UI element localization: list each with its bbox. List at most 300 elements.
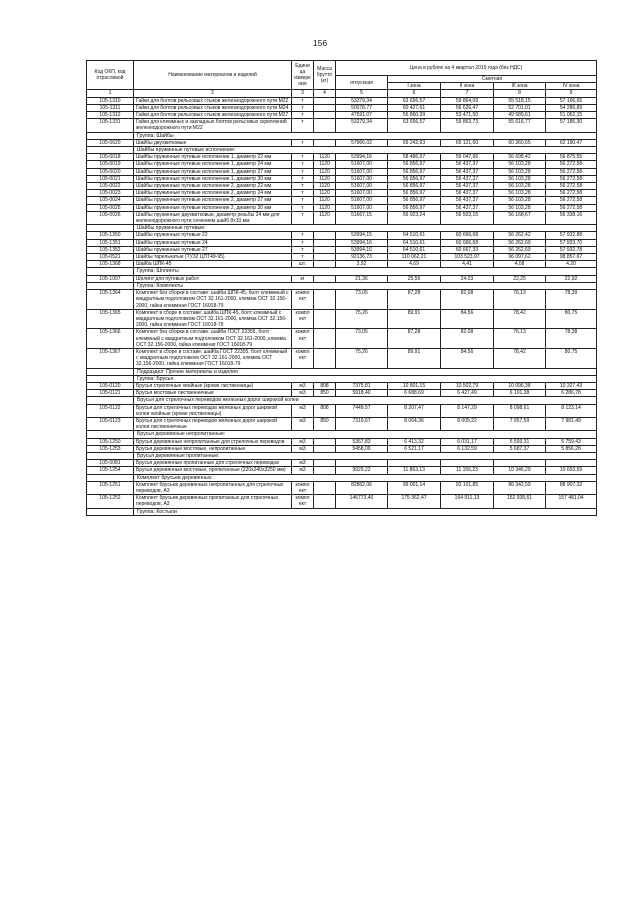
header-release: отпускная xyxy=(336,76,388,90)
cell-price-zone-3: 5 593,31 xyxy=(494,438,546,445)
cell-price-zone-2: 6 031,17 xyxy=(441,438,494,445)
cell-code: 105-0521 xyxy=(87,254,134,261)
table-row xyxy=(87,197,597,204)
cell-mass xyxy=(314,97,336,104)
table-row xyxy=(87,175,597,182)
cell-unit: т xyxy=(292,97,314,104)
cell-price-zone-3: 56 103,28 xyxy=(494,197,546,204)
cell-price-zone-2: 4,41 xyxy=(441,261,494,268)
table-row xyxy=(87,417,597,430)
header-index: 5 xyxy=(336,90,388,97)
cell-price-zone-4: 57 186,30 xyxy=(546,119,597,132)
cell-unit: компл ект xyxy=(292,329,314,349)
group-spacer xyxy=(87,147,134,154)
header-zone-4: IV зона xyxy=(546,83,597,90)
cell-name: Брусья деревянные непропитанные для стрелочных переводов xyxy=(134,438,292,445)
cell-price-zone-2: 103 523,97 xyxy=(441,254,494,261)
cell-price-zone-3: 96 097,62 xyxy=(494,254,546,261)
cell-unit: м3 xyxy=(292,438,314,445)
cell-name: Брусья стрелочные хвойные (кроме лиственницы) xyxy=(134,382,292,389)
cell-price-zone-4: 78,39 xyxy=(546,290,597,310)
cell-mass xyxy=(314,348,336,368)
cell-price-zone-2: 56 437,37 xyxy=(441,175,494,182)
cell-price-zone-1: 89,91 xyxy=(388,348,441,368)
cell-price-zone-3: 22,25 xyxy=(494,275,546,282)
table-row xyxy=(87,211,597,224)
cell-price-zone-2: 6 427,49 xyxy=(441,390,494,397)
cell-price-release: 53279,34 xyxy=(336,97,388,104)
cell-code: 105-0620 xyxy=(87,139,134,146)
cell-mass xyxy=(314,119,336,132)
cell-price-release: 53279,34 xyxy=(336,119,388,132)
cell-unit: компл ект xyxy=(292,348,314,368)
cell-price-zone-3: 6 101,38 xyxy=(494,390,546,397)
cell-unit: шт. xyxy=(292,261,314,268)
cell-code: 105-1364 xyxy=(87,290,134,310)
cell-price-zone-2: 8 147,29 xyxy=(441,404,494,417)
cell-price-zone-1: 60 427,61 xyxy=(388,104,441,111)
group-title: Группа: Брусья xyxy=(134,375,597,382)
cell-name: Комплект брусьев деревянных непропитанных для стрелочных переводов, А3 xyxy=(134,481,292,494)
header-zone-2: II зона xyxy=(441,83,494,90)
cell-price-release: 51607,00 xyxy=(336,197,388,204)
cell-price-zone-2: 56 437,37 xyxy=(441,161,494,168)
cell-price-release: 47591,07 xyxy=(336,112,388,119)
cell-name: Шайбы пружинные путевые 24 xyxy=(134,239,292,246)
cell-name: Брусья деревянные пропитанные для стрелочных переводов xyxy=(134,460,292,467)
header-unit: Едини ца измере ния xyxy=(292,61,314,90)
cell-unit: компл ект xyxy=(292,309,314,329)
cell-price-release: 53994,15 xyxy=(336,232,388,239)
table-row xyxy=(87,246,597,253)
group-spacer xyxy=(87,268,134,275)
header-name: Наименование материалов и изделий xyxy=(134,61,292,90)
cell-unit: т xyxy=(292,175,314,182)
cell-price-zone-2: 93 101,85 xyxy=(441,481,494,494)
header-zone-3: III зона xyxy=(494,83,546,90)
cell-mass xyxy=(314,104,336,111)
cell-unit: м3 xyxy=(292,467,314,474)
cell-price-zone-1: 56 856,97 xyxy=(388,197,441,204)
cell-price-zone-4: 56 272,58 xyxy=(546,161,597,168)
cell-price-release: 51607,00 xyxy=(336,183,388,190)
header-code: Код ОКП, код отраслевой xyxy=(87,61,134,90)
cell-unit: т xyxy=(292,254,314,261)
price-table xyxy=(86,60,597,516)
cell-price-release: 92136,73 xyxy=(336,254,388,261)
header-index: 9 xyxy=(546,90,597,97)
table-row xyxy=(87,239,597,246)
group-spacer xyxy=(87,282,134,289)
cell-price-zone-3: 56 103,28 xyxy=(494,161,546,168)
cell-mass xyxy=(314,112,336,119)
cell-price-zone-2: 56 503,15 xyxy=(441,211,494,224)
cell-price-zone-2: 60 667,33 xyxy=(441,246,494,253)
table-row xyxy=(87,261,597,268)
group-row xyxy=(87,397,597,404)
cell-price-zone-1: 99 001,14 xyxy=(388,481,441,494)
group-title: Брусья деревянные пропитанные: xyxy=(134,452,597,459)
cell-price-release: 75,26 xyxy=(336,348,388,368)
cell-price-release: 82862,06 xyxy=(336,481,388,494)
cell-price-release: 53994,16 xyxy=(336,154,388,161)
cell-mass xyxy=(314,438,336,445)
cell-price-zone-3: 56 262,69 xyxy=(494,246,546,253)
group-title: Группа: Шплинты xyxy=(134,268,597,275)
cell-price-zone-3: 55 518,15 xyxy=(494,97,546,104)
cell-code: 105-0123 xyxy=(87,417,134,430)
cell-unit: т xyxy=(292,183,314,190)
cell-price-zone-3: 78,42 xyxy=(494,348,546,368)
cell-price-release: 73,05 xyxy=(336,329,388,349)
cell-price-zone-1: 6 688,69 xyxy=(388,390,441,397)
table-row xyxy=(87,119,597,132)
cell-code: 105-0122 xyxy=(87,404,134,417)
cell-name: Шайба ШПК-45 xyxy=(134,261,292,268)
cell-mass xyxy=(314,495,336,508)
cell-price-release: 7449,57 xyxy=(336,404,388,417)
cell-code: 105-1351 xyxy=(87,239,134,246)
header-estimate: Сметная xyxy=(388,76,597,83)
cell-name: Гайки для клеммных и закладных болтов рельсовых скреплений железнодорожного пути М22 xyxy=(134,119,292,132)
cell-unit: м3 xyxy=(292,445,314,452)
header-index: 1 xyxy=(87,90,134,97)
cell-code: 105-1310 xyxy=(87,97,134,104)
table-row xyxy=(87,204,597,211)
group-row xyxy=(87,368,597,375)
cell-price-zone-1: 64 510,61 xyxy=(388,246,441,253)
cell-name: Шайбы пружинные путевые исполнение 1, диаметр 30 мм xyxy=(134,175,292,182)
cell-unit: компл ект xyxy=(292,481,314,494)
cell-price-zone-1: 56 856,97 xyxy=(388,183,441,190)
cell-unit: м3 xyxy=(292,417,314,430)
cell-name: Комплект в сборе в составе: шайба ГОСТ 22355, болт клеммный с квадратным подголовком ОСТ 32.161-2000, клемма ОСТ 32.156-2000, гайка клеммная ГОСТ 16018-79 xyxy=(134,348,292,368)
cell-price-zone-2: 164 911,13 xyxy=(441,495,494,508)
cell-price-zone-2: 56 437,37 xyxy=(441,204,494,211)
table-row xyxy=(87,112,597,119)
cell-unit: т xyxy=(292,161,314,168)
cell-unit: т xyxy=(292,112,314,119)
table-row xyxy=(87,254,597,261)
cell-price-zone-1: 56 856,97 xyxy=(388,204,441,211)
cell-code: 105-1251 xyxy=(87,481,134,494)
group-spacer xyxy=(87,431,134,438)
cell-price-zone-4: 57 932,78 xyxy=(546,246,597,253)
cell-price-zone-3: 56 103,28 xyxy=(494,175,546,182)
cell-price-zone-1: 56 856,97 xyxy=(388,168,441,175)
cell-price-zone-4: 56 272,58 xyxy=(546,175,597,182)
cell-code: 105-1250 xyxy=(87,438,134,445)
cell-price-zone-3: 5 687,37 xyxy=(494,445,546,452)
cell-name: Шайбы пружинные путевые 27 xyxy=(134,246,292,253)
cell-code: 105-0020 xyxy=(87,168,134,175)
cell-mass xyxy=(314,481,336,494)
cell-name: Комплект без сборки в составе: шайба ШПК-45, болт клеммный с квадратным подголовком ОСТ 32.161-2000, клемма ОСТ 32.156-2000, гайка клеммная ГОСТ 16018-79 xyxy=(134,290,292,310)
header-index: 4 xyxy=(314,90,336,97)
cell-mass xyxy=(314,246,336,253)
cell-unit: т xyxy=(292,139,314,146)
cell-price-release: 51607,00 xyxy=(336,161,388,168)
cell-name: Шайбы пружинные путевые исполнение 2, диаметр 30 мм xyxy=(134,204,292,211)
cell-name: Шайбы пружинные путевые исполнение 1, диаметр 24 мм xyxy=(134,161,292,168)
cell-mass: 1120 xyxy=(314,211,336,224)
cell-price-zone-4: 57 933,70 xyxy=(546,239,597,246)
cell-price-zone-1: 8 064,36 xyxy=(388,417,441,430)
group-row xyxy=(87,147,597,154)
cell-price-zone-4: 6 286,78 xyxy=(546,390,597,397)
group-spacer xyxy=(87,474,134,481)
cell-price-zone-2: 82,08 xyxy=(441,329,494,349)
cell-price-zone-4: 98 857,67 xyxy=(546,254,597,261)
header-index-row xyxy=(87,90,597,97)
cell-code: 105-0026 xyxy=(87,211,134,224)
group-row xyxy=(87,375,597,382)
cell-price-zone-3: 8 098,61 xyxy=(494,404,546,417)
cell-price-zone-3: 56 103,28 xyxy=(494,190,546,197)
cell-price-zone-2: 56 626,47 xyxy=(441,104,494,111)
group-row xyxy=(87,474,597,481)
header-index: 6 xyxy=(388,90,441,97)
cell-price-zone-4: 157 481,04 xyxy=(546,495,597,508)
cell-code: 105-1366 xyxy=(87,329,134,349)
cell-price-zone-1: 10 801,15 xyxy=(388,382,441,389)
cell-mass: 808 xyxy=(314,404,336,417)
cell-unit: м3 xyxy=(292,390,314,397)
cell-price-zone-1: 6 413,32 xyxy=(388,438,441,445)
cell-unit: т xyxy=(292,239,314,246)
cell-code: 105-0120 xyxy=(87,382,134,389)
cell-price-zone-4: 56 272,58 xyxy=(546,168,597,175)
cell-price-zone-1: 56 856,97 xyxy=(388,190,441,197)
table-row xyxy=(87,168,597,175)
cell-mass: 1120 xyxy=(314,183,336,190)
cell-name: Брусья мостовые лиственничные xyxy=(134,390,292,397)
cell-unit: т xyxy=(292,119,314,132)
cell-price-zone-3: 56 698,42 xyxy=(494,154,546,161)
cell-mass xyxy=(314,275,336,282)
group-title: Подраздел: Прочие материалы и изделия xyxy=(134,368,597,375)
cell-price-release: 75,26 xyxy=(336,309,388,329)
cell-price-release: 5458,09 xyxy=(336,445,388,452)
cell-price-zone-3: 56 103,28 xyxy=(494,183,546,190)
cell-code: 105-0023 xyxy=(87,190,134,197)
cell-code: 105-0025 xyxy=(87,204,134,211)
cell-name: Шплинт для путевых работ xyxy=(134,275,292,282)
cell-unit: компл ект xyxy=(292,495,314,508)
cell-mass xyxy=(314,261,336,268)
cell-price-zone-1: 4,69 xyxy=(388,261,441,268)
cell-price-zone-1: 69 242,93 xyxy=(388,139,441,146)
cell-price-zone-2: 56 437,37 xyxy=(441,197,494,204)
group-spacer xyxy=(87,368,134,375)
cell-price-zone-4: 5 759,43 xyxy=(546,438,597,445)
cell-price-zone-2: 56 437,37 xyxy=(441,190,494,197)
group-title: Группа: Комплекты xyxy=(134,282,597,289)
header-zone-1: I зона xyxy=(388,83,441,90)
cell-price-zone-3: 55 616,77 xyxy=(494,119,546,132)
cell-unit: т xyxy=(292,190,314,197)
cell-mass xyxy=(314,329,336,349)
cell-price-zone-1: 87,28 xyxy=(388,329,441,349)
cell-name: Шайбы пружинные путевые исполнение 1, диаметр 22 мм xyxy=(134,154,292,161)
table-row xyxy=(87,139,597,146)
cell-price-zone-1: 8 207,47 xyxy=(388,404,441,417)
cell-price-zone-2: 65 121,60 xyxy=(441,139,494,146)
header-price-group: Цена в рублях на 4 квартал 2015 года (без НДС) xyxy=(336,61,597,76)
cell-price-zone-2: 59 863,73 xyxy=(441,119,494,132)
cell-price-zone-4: 56 272,58 xyxy=(546,204,597,211)
cell-code: 105-1365 xyxy=(87,309,134,329)
cell-price-release: 51607,00 xyxy=(336,168,388,175)
cell-name: Комплект без сборки в составе: шайба ГОСТ 22355, болт клеммный с квадратным подголовком ОСТ 32.161-2000, клемма ОСТ 32.156-2000, гайка клеммная ГОСТ 16018-79 xyxy=(134,329,292,349)
cell-price-zone-3: 56 262,69 xyxy=(494,239,546,246)
group-spacer xyxy=(87,452,134,459)
cell-price-release: 9929,22 xyxy=(336,467,388,474)
group-title: Комплект брусьев деревянных: xyxy=(134,474,597,481)
table-row xyxy=(87,309,597,329)
cell-price-release xyxy=(336,460,388,467)
cell-price-zone-4: 57 932,88 xyxy=(546,232,597,239)
cell-price-zone-1: 56 856,97 xyxy=(388,161,441,168)
cell-name: Шайбы тарельчатые (ТУ32 ЦПТ49-95) xyxy=(134,254,292,261)
cell-price-release: 51607,00 xyxy=(336,175,388,182)
cell-price-zone-1: 11 863,13 xyxy=(388,467,441,474)
cell-code: 105-0022 xyxy=(87,183,134,190)
cell-code: 105-1252 xyxy=(87,495,134,508)
table-row xyxy=(87,275,597,282)
cell-price-zone-2: 56 437,37 xyxy=(441,183,494,190)
group-spacer xyxy=(87,225,134,232)
cell-mass xyxy=(314,460,336,467)
cell-unit: компл ект xyxy=(292,290,314,310)
cell-name: Брусья деревянные мостовые, пропитанные (220х240х3250 мм) xyxy=(134,467,292,474)
table-row xyxy=(87,97,597,104)
cell-name: Шайбы пружинные путевые исполнение 2, диаметр 27 мм xyxy=(134,197,292,204)
cell-price-zone-1: 87,28 xyxy=(388,290,441,310)
cell-price-zone-2: 56 437,37 xyxy=(441,168,494,175)
cell-price-zone-1: 64 510,61 xyxy=(388,239,441,246)
cell-price-zone-4: 5 856,28 xyxy=(546,445,597,452)
cell-price-release: 73,05 xyxy=(336,290,388,310)
cell-code: 105-1311 xyxy=(87,104,134,111)
table-row xyxy=(87,232,597,239)
group-row xyxy=(87,132,597,139)
cell-unit: т xyxy=(292,246,314,253)
cell-mass: 1120 xyxy=(314,161,336,168)
cell-price-zone-3: 78,42 xyxy=(494,309,546,329)
cell-price-zone-4: 57 166,65 xyxy=(546,97,597,104)
cell-unit: м3 xyxy=(292,382,314,389)
cell-price-release: 57966,02 xyxy=(336,139,388,146)
cell-price-release: 146773,40 xyxy=(336,495,388,508)
cell-code: 105-1352 xyxy=(87,246,134,253)
cell-name: Гайки для болтов рельсовых стыков железнодорожного пути М22 xyxy=(134,97,292,104)
table-row xyxy=(87,460,597,467)
cell-code: 105-1007 xyxy=(87,275,134,282)
cell-price-zone-2: 84,56 xyxy=(441,348,494,368)
cell-mass xyxy=(314,254,336,261)
cell-unit: т xyxy=(292,168,314,175)
cell-code: 105-0081 xyxy=(87,460,134,467)
header-index: 8 xyxy=(494,90,546,97)
cell-unit: кг xyxy=(292,275,314,282)
cell-price-zone-4: 10 327,43 xyxy=(546,382,597,389)
table-row xyxy=(87,290,597,310)
cell-mass: 1120 xyxy=(314,175,336,182)
cell-price-zone-3: 86 342,59 xyxy=(494,481,546,494)
cell-price-zone-1: 63 656,57 xyxy=(388,97,441,104)
cell-code: 105-1253 xyxy=(87,445,134,452)
table-row xyxy=(87,445,597,452)
group-spacer xyxy=(87,508,134,515)
group-row xyxy=(87,431,597,438)
cell-price-zone-3 xyxy=(494,460,546,467)
cell-price-zone-4: 80,75 xyxy=(546,348,597,368)
cell-mass xyxy=(314,290,336,310)
cell-price-zone-4: 78,38 xyxy=(546,329,597,349)
cell-unit: м3 xyxy=(292,404,314,417)
cell-unit: т xyxy=(292,204,314,211)
cell-price-zone-4: 51 062,15 xyxy=(546,112,597,119)
cell-price-release: 5367,83 xyxy=(336,438,388,445)
table-row xyxy=(87,390,597,397)
cell-price-zone-1: 175 362,47 xyxy=(388,495,441,508)
group-row xyxy=(87,452,597,459)
cell-price-zone-4: 56 338,16 xyxy=(546,211,597,224)
group-row xyxy=(87,282,597,289)
cell-price-zone-2: 11 156,23 xyxy=(441,467,494,474)
group-title: Шайбы пружинные путевые исполнение: xyxy=(134,147,597,154)
cell-price-zone-1: 56 923,24 xyxy=(388,211,441,224)
table-row xyxy=(87,154,597,161)
cell-price-zone-3: 7 957,59 xyxy=(494,417,546,430)
cell-price-zone-4: 56 875,55 xyxy=(546,154,597,161)
cell-price-zone-4: 56 272,58 xyxy=(546,190,597,197)
cell-price-zone-2: 6 132,59 xyxy=(441,445,494,452)
cell-name: Шайбы пружинные путевые исполнение 2, диаметр 22 мм xyxy=(134,183,292,190)
cell-price-zone-3: 56 262,42 xyxy=(494,232,546,239)
cell-price-zone-2: 10 502,79 xyxy=(441,382,494,389)
cell-price-zone-4: 62 190,47 xyxy=(546,139,597,146)
group-title: Брусья деревянные непропитанные: xyxy=(134,431,597,438)
cell-code: 105-1368 xyxy=(87,261,134,268)
cell-price-zone-2: 53 471,50 xyxy=(441,112,494,119)
cell-code: 105-0121 xyxy=(87,390,134,397)
cell-price-zone-3: 56 103,28 xyxy=(494,204,546,211)
header-index: 3 xyxy=(292,90,314,97)
cell-code: 105-0019 xyxy=(87,161,134,168)
group-row xyxy=(87,508,597,515)
cell-code: 105-1254 xyxy=(87,467,134,474)
cell-name: Шайбы пружинные путевые исполнение 1, диаметр 27 мм xyxy=(134,168,292,175)
cell-price-zone-4: 88 907,32 xyxy=(546,481,597,494)
page-number: 156 xyxy=(312,38,328,48)
cell-price-zone-4: 7 981,49 xyxy=(546,417,597,430)
cell-price-release: 7319,67 xyxy=(336,417,388,430)
group-spacer xyxy=(87,132,134,139)
cell-price-zone-2: 24,03 xyxy=(441,275,494,282)
group-spacer xyxy=(87,375,134,382)
cell-price-release: 51667,15 xyxy=(336,211,388,224)
cell-price-zone-4: 22,92 xyxy=(546,275,597,282)
cell-mass xyxy=(314,139,336,146)
cell-mass xyxy=(314,239,336,246)
cell-price-zone-4 xyxy=(546,460,597,467)
cell-price-zone-4: 4,20 xyxy=(546,261,597,268)
cell-price-zone-1: 25,56 xyxy=(388,275,441,282)
cell-price-zone-4: 8 123,14 xyxy=(546,404,597,417)
cell-price-zone-2: 84,56 xyxy=(441,309,494,329)
